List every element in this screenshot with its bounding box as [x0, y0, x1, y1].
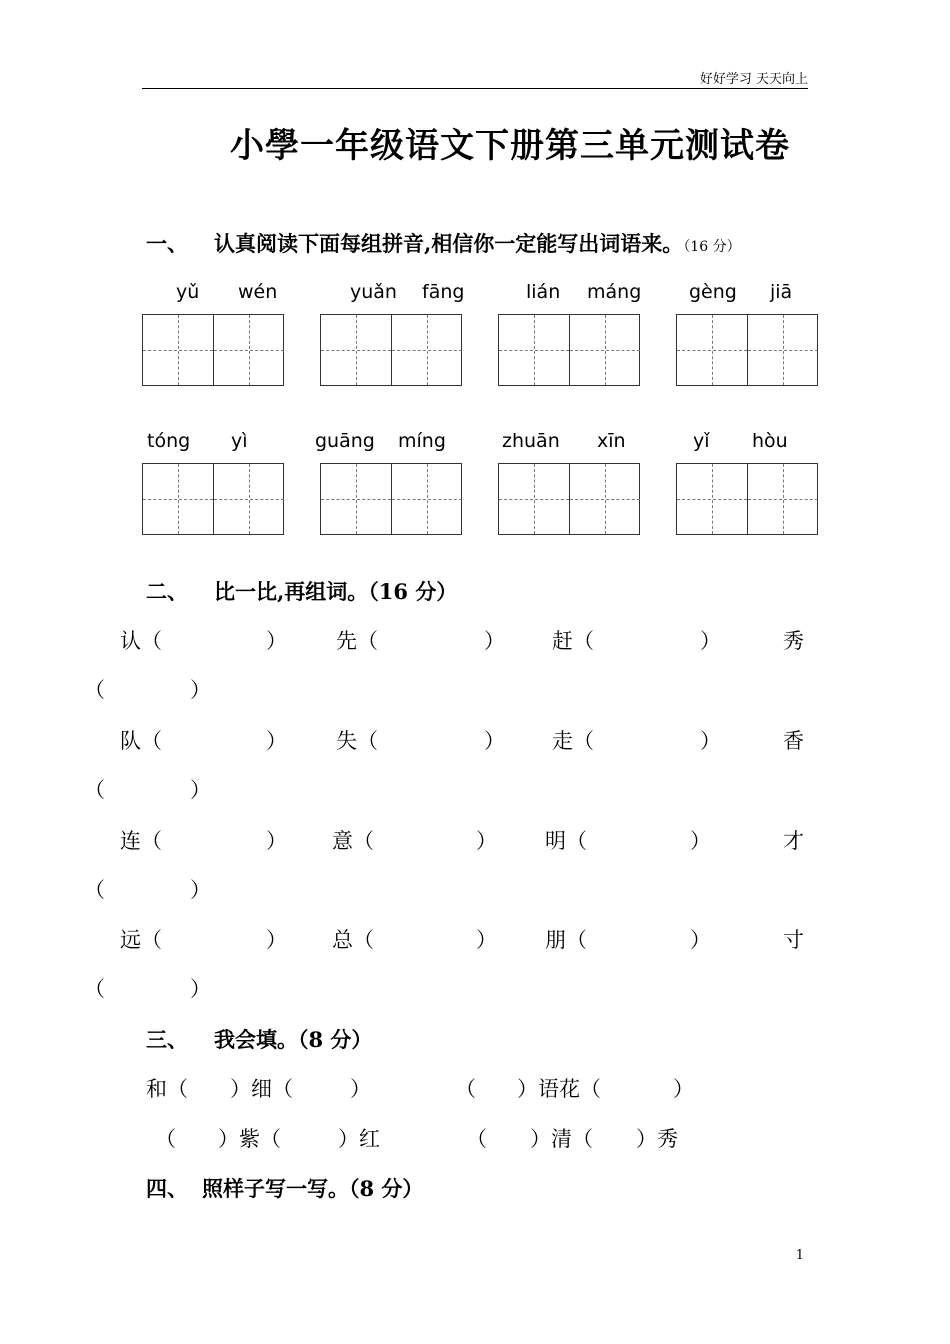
- fill-item: ）紫（: [218, 1127, 281, 1151]
- page-title: 小學一年级语文下册第三单元测试卷: [230, 126, 790, 166]
- pinyin-5b: yì: [231, 430, 248, 452]
- compare-char: 连（: [120, 829, 162, 853]
- section-1-text: 认真阅读下面每组拼音,相信你一定能写出词语来。: [214, 231, 684, 256]
- compare-char: 寸: [783, 928, 804, 952]
- paren-close: ）: [190, 778, 211, 802]
- writing-grid[interactable]: [676, 463, 818, 535]
- pinyin-2a: yuǎn: [350, 281, 397, 303]
- pinyin-5a: tóng: [147, 430, 191, 452]
- writing-grid[interactable]: [320, 463, 462, 535]
- compare-char: 认（: [120, 629, 162, 653]
- paren-close: ）: [700, 729, 721, 753]
- compare-char: 才: [783, 829, 804, 853]
- pinyin-4b: jiā: [770, 281, 793, 303]
- fill-item: ）秀: [636, 1127, 678, 1151]
- compare-char: 远（: [120, 928, 162, 952]
- fill-item: ）: [350, 1077, 371, 1101]
- paren-open: （: [84, 678, 105, 702]
- paren-close: ）: [266, 928, 287, 952]
- section-2-number: 二、: [146, 579, 188, 604]
- compare-char: 意（: [332, 829, 374, 853]
- compare-char: 先（: [336, 629, 378, 653]
- pinyin-3a: lián: [526, 281, 561, 303]
- fill-item: （: [466, 1127, 487, 1151]
- fill-item: （: [455, 1077, 476, 1101]
- section-4-number: 四、: [146, 1176, 188, 1201]
- compare-char: 赶（: [552, 629, 594, 653]
- compare-char: 明（: [545, 829, 587, 853]
- section-2-text: 比一比,再组词。（16 分）: [214, 579, 458, 604]
- section-2-heading: [146, 576, 457, 606]
- writing-grid[interactable]: [320, 314, 462, 386]
- fill-item: 和（: [146, 1077, 188, 1101]
- compare-char: 朋（: [545, 928, 587, 952]
- pinyin-8a: yǐ: [693, 430, 710, 452]
- section-1-points: （16 分）: [683, 239, 741, 255]
- pinyin-1b: wén: [238, 281, 278, 303]
- writing-grid[interactable]: [676, 314, 818, 386]
- paren-open: （: [84, 977, 105, 1001]
- paren-close: ）: [690, 928, 711, 952]
- paren-close: ）: [266, 629, 287, 653]
- pinyin-6b: míng: [398, 430, 446, 452]
- writing-grid[interactable]: [142, 314, 284, 386]
- compare-char: 香: [783, 729, 804, 753]
- paren-close: ）: [690, 829, 711, 853]
- compare-char: 秀: [783, 629, 804, 653]
- page-number: 1: [795, 1248, 804, 1263]
- paren-close: ）: [190, 977, 211, 1001]
- header-motto: 好好学习 天天向上: [699, 72, 808, 87]
- paren-close: ）: [484, 629, 505, 653]
- fill-item: ）细（: [230, 1077, 293, 1101]
- pinyin-7a: zhuān: [502, 430, 560, 452]
- pinyin-8b: hòu: [752, 430, 788, 452]
- fill-item: ）语花（: [517, 1077, 601, 1101]
- section-4-heading: [146, 1173, 423, 1203]
- paren-close: ）: [190, 678, 211, 702]
- header-rule: [142, 88, 808, 89]
- paren-open: （: [84, 778, 105, 802]
- paren-close: ）: [476, 829, 497, 853]
- fill-item: ）: [673, 1077, 694, 1101]
- pinyin-7b: xīn: [597, 430, 626, 452]
- writing-grid[interactable]: [142, 463, 284, 535]
- compare-char: 失（: [336, 729, 378, 753]
- pinyin-1a: yǔ: [176, 281, 200, 303]
- compare-char: 队（: [120, 729, 162, 753]
- paren-close: ）: [266, 729, 287, 753]
- section-1-heading: [146, 228, 741, 258]
- pinyin-6a: guāng: [315, 430, 375, 452]
- pinyin-4a: gèng: [689, 281, 737, 303]
- fill-item: ）清（: [530, 1127, 593, 1151]
- paren-close: ）: [476, 928, 497, 952]
- compare-char: 走（: [552, 729, 594, 753]
- paren-close: ）: [266, 829, 287, 853]
- paren-open: （: [84, 878, 105, 902]
- section-3-text: 我会填。（8 分）: [214, 1027, 373, 1052]
- compare-char: 总（: [332, 928, 374, 952]
- paren-close: ）: [700, 629, 721, 653]
- writing-grid[interactable]: [498, 463, 640, 535]
- paren-close: ）: [190, 878, 211, 902]
- fill-item: （: [155, 1127, 176, 1151]
- pinyin-2b: fāng: [422, 281, 465, 303]
- fill-item: ）红: [338, 1127, 380, 1151]
- section-3-heading: [146, 1024, 372, 1054]
- pinyin-3b: máng: [587, 281, 642, 303]
- section-3-number: 三、: [146, 1027, 188, 1052]
- section-4-text: 照样子写一写。（8 分）: [202, 1176, 424, 1201]
- section-1-number: 一、: [146, 231, 188, 256]
- paren-close: ）: [484, 729, 505, 753]
- writing-grid[interactable]: [498, 314, 640, 386]
